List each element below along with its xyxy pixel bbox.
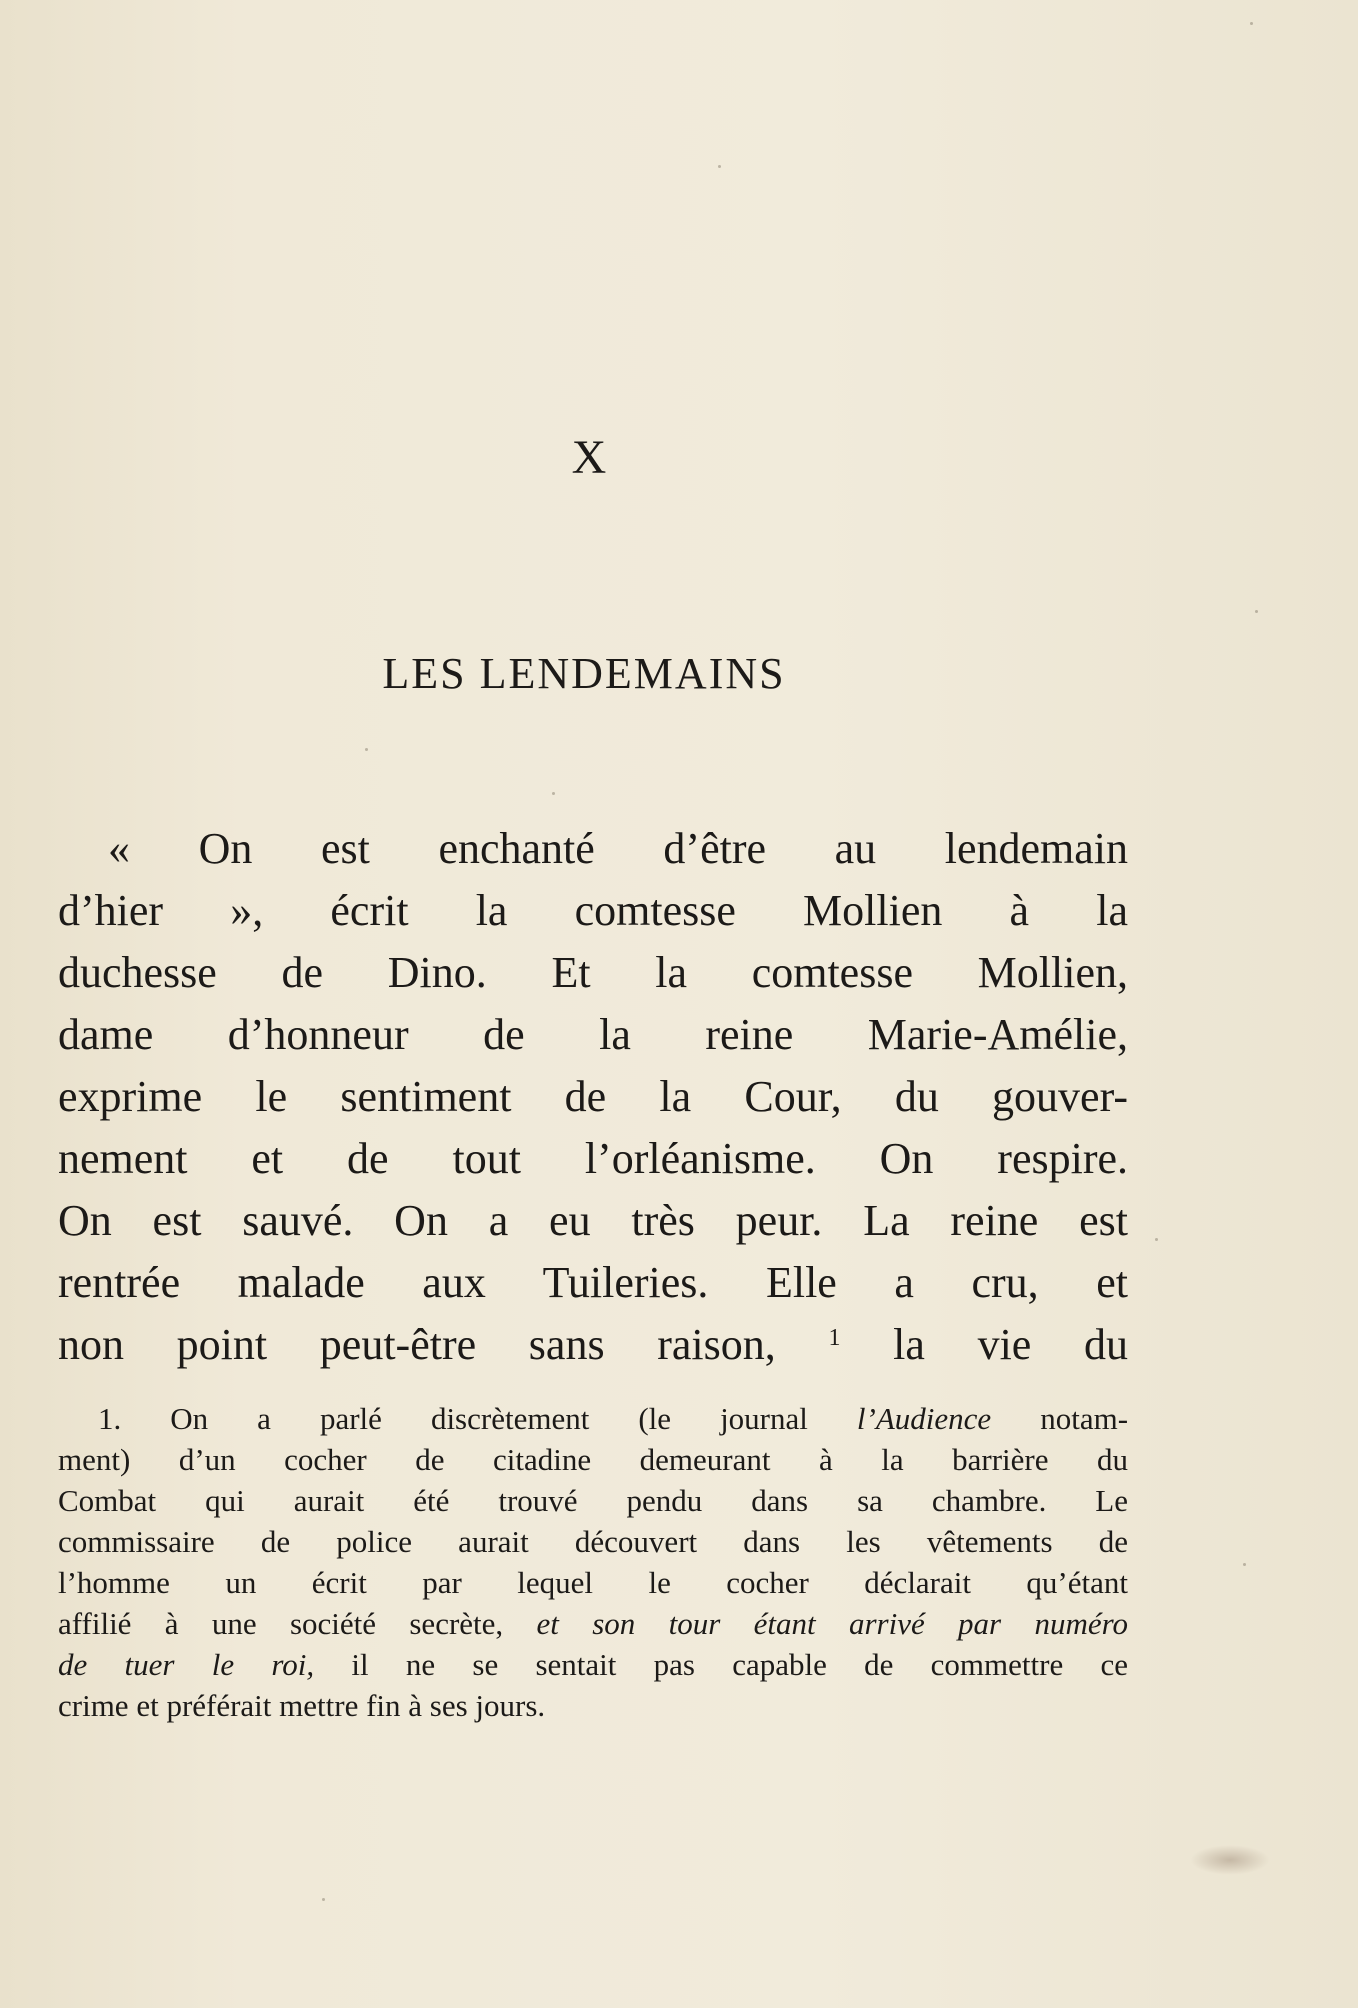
paper-stain <box>1190 1845 1270 1875</box>
body-line: « On est enchanté d’être au lendemain <box>108 824 1128 873</box>
paper-speck <box>322 1898 325 1901</box>
footnote-reference: 1 <box>828 1325 841 1351</box>
footnote-text: 1. On a parlé discrètement (le journal <box>98 1401 808 1436</box>
body-line-with-note <box>58 1314 1128 1376</box>
footnote-line: l’homme un écrit par lequel le cocher déclarait qu’étant <box>58 1565 1128 1600</box>
footnote-line: crime et préférait mettre fin à ses jours. <box>58 1688 546 1723</box>
body-line: duchesse de Dino. Et la comtesse Mollien, <box>58 948 1128 997</box>
body-line: d’hier », écrit la comtesse Mollien à la <box>58 886 1128 935</box>
chapter-title: LES LENDEMAINS <box>382 649 786 698</box>
footnote-italic: l’Audience <box>856 1401 992 1436</box>
body-paragraph <box>58 818 1128 1376</box>
footnote-line: ment) d’un cocher de citadine demeurant à la barrière du <box>58 1442 1128 1477</box>
footnote-line <box>58 1644 1128 1685</box>
body-line: nement et de tout l’orléanisme. On respire. <box>58 1134 1128 1183</box>
footnote-italic: de tuer le roi, <box>58 1647 315 1682</box>
paper-speck <box>1243 1563 1246 1566</box>
footnote-line: Combat qui aurait été trouvé pendu dans sa chambre. Le <box>58 1483 1128 1518</box>
paper-speck <box>1155 1238 1158 1241</box>
paper-speck <box>552 792 555 795</box>
chapter-number: X <box>571 431 609 484</box>
footnote-text: notam- <box>1040 1401 1128 1436</box>
footnote-line <box>58 1603 1128 1644</box>
footnote-line: commissaire de police aurait découvert dans les vêtements de <box>58 1524 1128 1559</box>
footnote <box>58 1398 1128 1726</box>
body-line: dame d’honneur de la reine Marie-Amélie, <box>58 1010 1128 1059</box>
body-line: exprime le sentiment de la Cour, du gouver- <box>58 1072 1128 1121</box>
footnote-line <box>58 1398 1128 1439</box>
body-text-fragment: la vie du <box>893 1320 1128 1369</box>
body-text-fragment: non point peut-être sans raison, <box>58 1320 776 1369</box>
footnote-text: affilié à une société secrète, <box>58 1606 504 1641</box>
footnote-text: il ne se sentait pas capable de commettre ce <box>351 1647 1128 1682</box>
body-line: On est sauvé. On a eu très peur. La reine est <box>58 1196 1128 1245</box>
body-line: rentrée malade aux Tuileries. Elle a cru, et <box>58 1258 1128 1307</box>
footnote-italic: et son tour étant arrivé par numéro <box>536 1606 1128 1641</box>
paper-speck <box>365 748 368 751</box>
paper-speck <box>718 165 721 168</box>
paper-speck <box>1255 610 1258 613</box>
paper-speck <box>1250 22 1253 25</box>
